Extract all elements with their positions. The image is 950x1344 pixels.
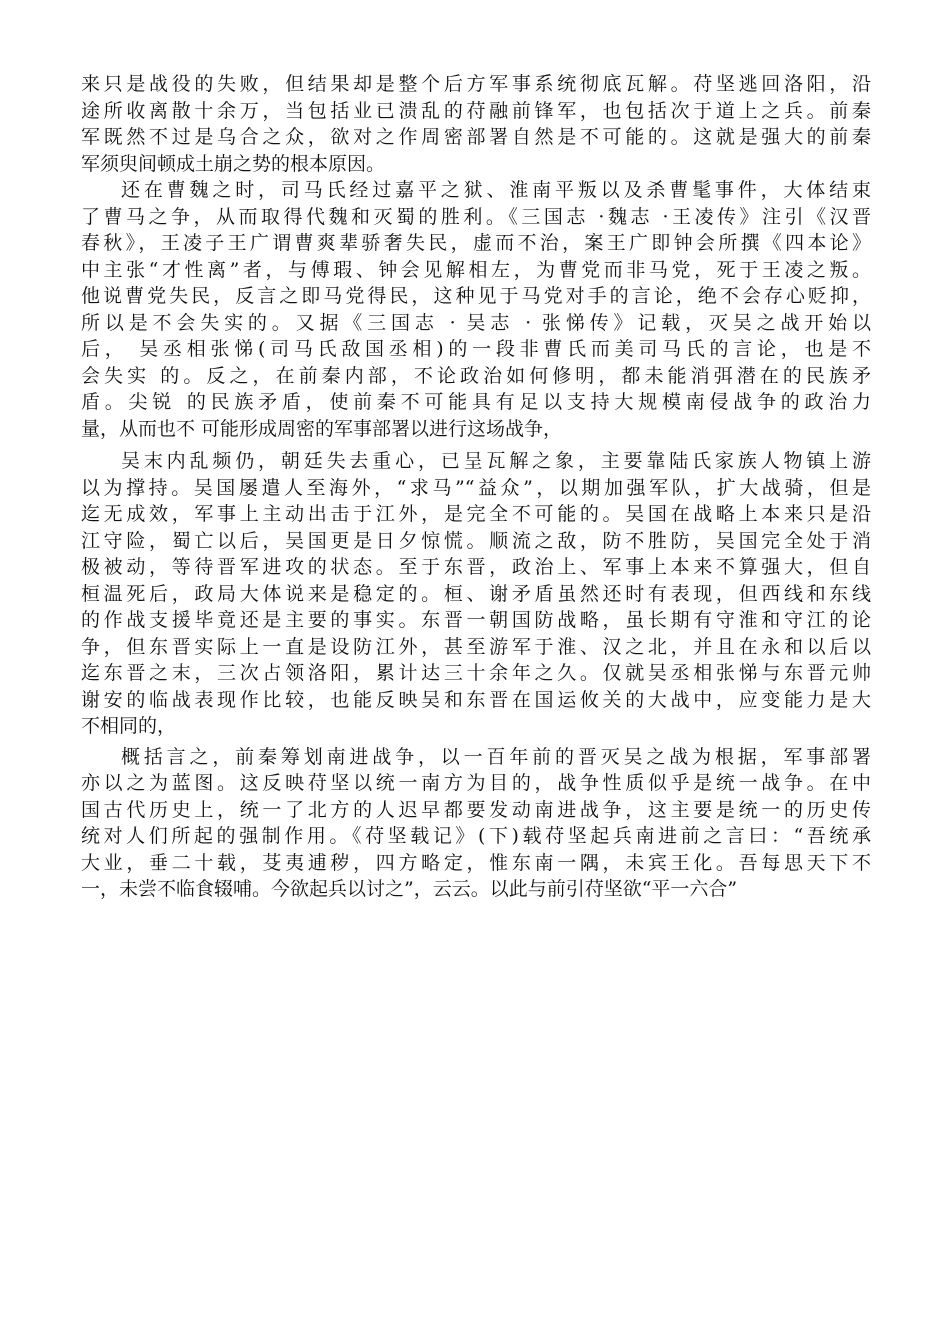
text-line: 谢安的临战表现作比较，也能反映吴和东晋在国运攸关的大战中，应变能力是大 [81,688,871,711]
text-line: 中主张“才性离”者，与傅瑕、钟会见解相左，为曹党而非马党，死于王凌之叛。 [81,258,871,281]
text-line: 争，但东晋实际上一直是设防江外，甚至游军于淮、汉之北，并且在永和以后以 [81,635,871,658]
text-line: 极被动，等待晋军进攻的状态。至于东晋，政治上、军事上本来不算强大，但自 [81,556,871,578]
text-line: 来只是战役的失败，但结果却是整个后方军事系统彻底瓦解。苻坚逃回洛阳，沿 [81,73,871,95]
text-line: 了曹马之争，从而取得代魏和灭蜀的胜利。《三国志 ·魏志 ·王凌传》注引《汉晋 [81,205,871,228]
text-line: 后， 吴丞相张悌(司马氏敌国丞相)的一段非曹氏而美司马氏的言论，也是不 [81,338,871,360]
text-line: 大业，垂二十载，芟夷逋秽，四方略定，惟东南一隅，未宾王化。吾每思天下不 [81,851,871,874]
text-line: 盾。尖锐 的民族矛盾，使前秦不可能具有足以支持大规模南侵战争的政治力 [81,391,871,413]
text-line: 国古代历史上，统一了北方的人迟早都要发动南进战争，这主要是统一的历史传 [81,798,871,821]
text-line: 军既然不过是乌合之众，欲对之作周密部署自然是不可能的。这就是强大的前秦 [81,126,871,148]
paragraph-p4 [81,744,871,903]
paragraph-p3 [81,448,871,740]
text-line: 江守险，蜀亡以后，吴国更是日夕惊慌。顺流之敌，防不胜防，吴国完全处于消 [81,529,871,552]
paragraph-p1 [81,71,871,177]
text-line: 他说曹党失民，反言之即马党得民，这种见于马党对手的言论，绝不会存心贬抑， [81,285,871,307]
text-line: 还在曹魏之时，司马氏经过嘉平之狱、淮南平叛以及杀曹髦事件，大体结束 [121,179,871,201]
text-line: 吴末内乱频仍，朝廷失去重心，已呈瓦解之象，主要靠陆氏家族人物镇上游 [121,450,871,472]
text-line: 一，未尝不临食辍哺。今欲起兵以讨之”，云云。以此与前引苻坚欲“平一六合” [81,878,738,900]
body-text [81,71,871,903]
text-line: 所以是不会失实的。又据《三国志 · 吴志 · 张悌传》记载，灭吴之战开始以 [81,311,871,334]
text-line: 会失实 的。反之，在前秦内部，不论政治如何修明，都未能消弭潜在的民族矛 [81,364,871,387]
text-line: 统对人们所起的强制作用。《苻坚载记》(下)载苻坚起兵南进前之言曰：“吾统承 [81,825,871,847]
text-line: 以为撑持。吴国屡遣人至海外，“求马”“益众”，以期加强军队，扩大战骑，但是 [81,476,871,499]
text-line: 途所收离散十余万，当包括业已溃乱的苻融前锋军，也包括次于道上之兵。前秦 [81,99,871,122]
text-line: 春秋》，王凌子王广谓曹爽辈骄奢失民，虚而不治，案王广即钟会所撰《四本论》 [81,232,871,254]
text-line: 迄无成效，军事上主动出击于江外，是完全不可能的。吴国在战略上本来只是沿 [81,503,871,525]
text-line: 概括言之，前秦筹划南进战争，以一百年前的晋灭吴之战为根据，军事部署 [121,745,871,768]
text-line: 桓温死后，政局大体说来是稳定的。桓、谢矛盾虽然还时有表现，但西线和东线 [81,582,871,605]
paragraph-p2 [81,177,871,442]
text-line: 军须臾间顿成土崩之势的根本原因。 [81,152,386,175]
text-line: 量，从而也不 可能形成周密的军事部署以进行这场战争， [81,417,563,440]
text-line: 不相同的， [81,715,177,737]
text-line: 的作战支援毕竟还是主要的事实。东晋一朝国防战略，虽长期有守淮和守江的论 [81,609,871,631]
text-line: 迄东晋之末，三次占领洛阳，累计达三十余年之久。仅就吴丞相张悌与东晋元帅 [81,662,871,684]
text-line: 亦以之为蓝图。这反映苻坚以统一南方为目的，战争性质似乎是统一战争。在中 [81,772,871,794]
